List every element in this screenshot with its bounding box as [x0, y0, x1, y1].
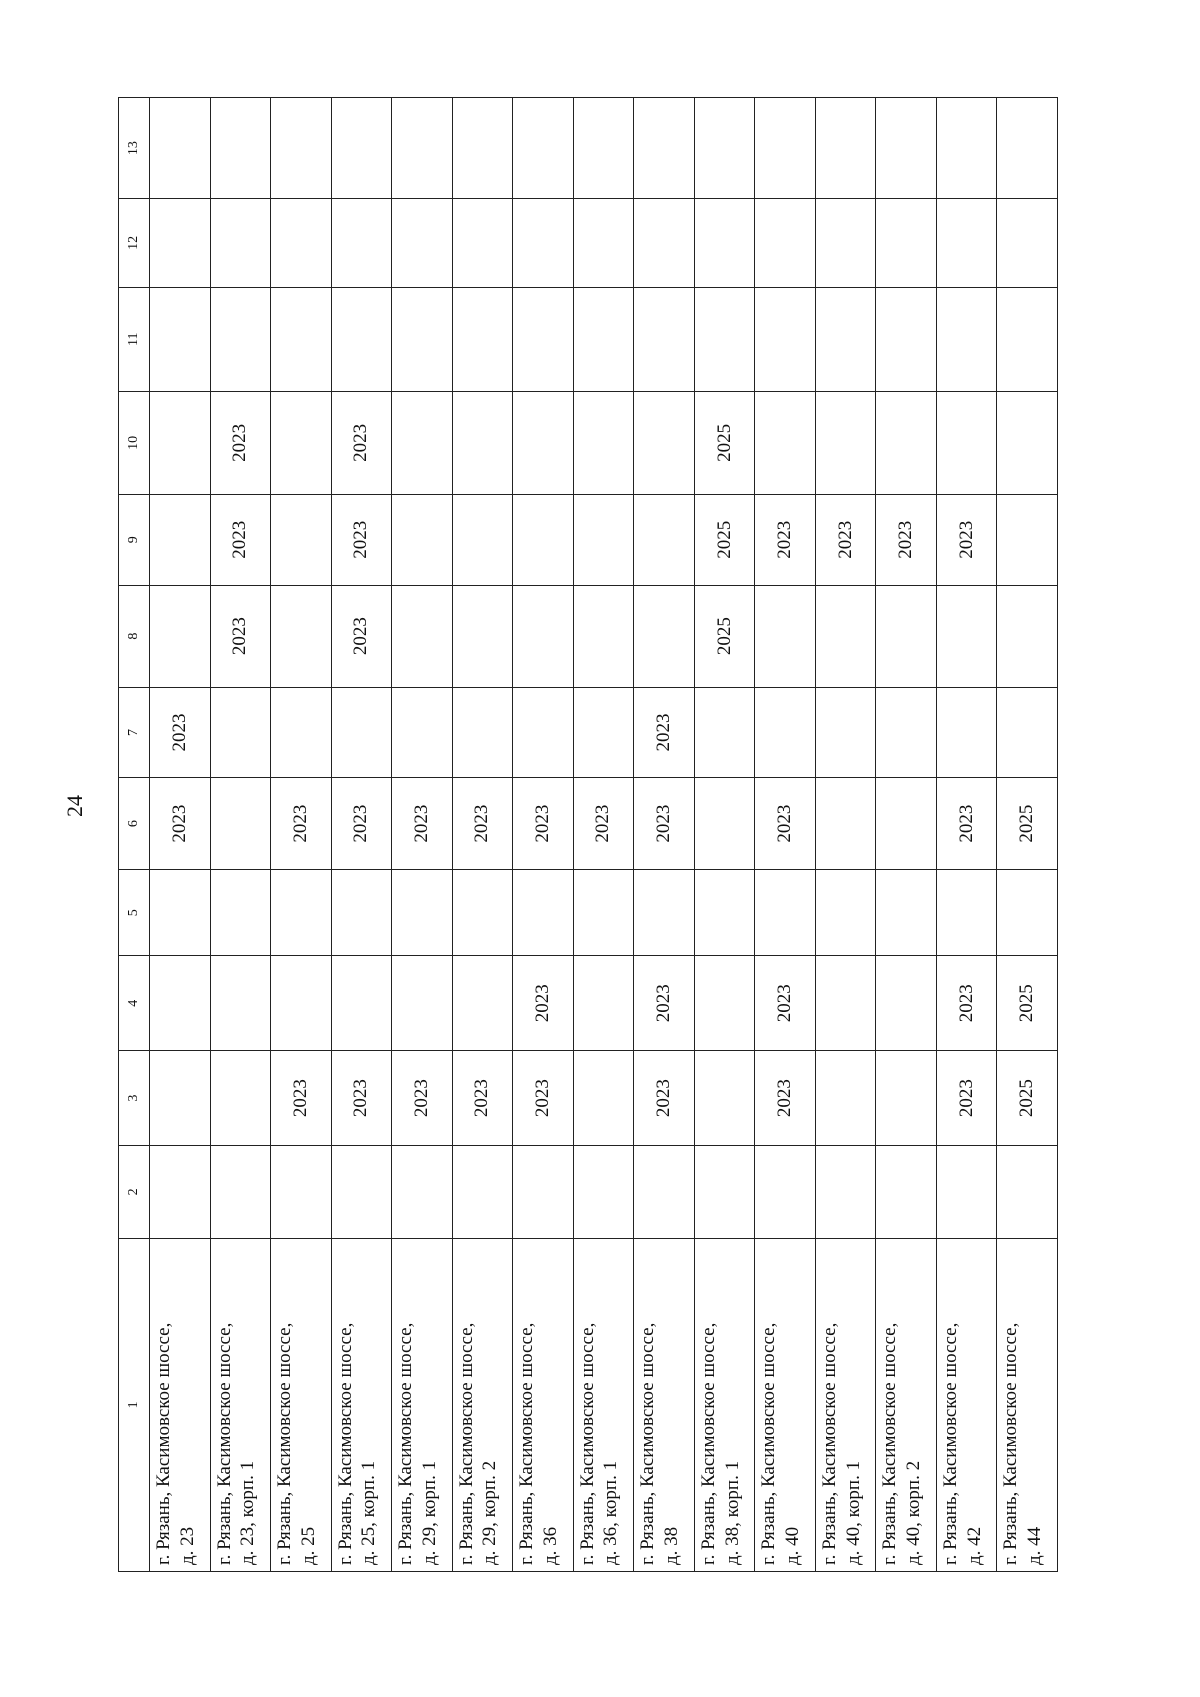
year-cell [573, 494, 634, 585]
year-cell [694, 287, 755, 391]
year-cell [210, 1145, 271, 1238]
year-cell [452, 687, 513, 778]
year-cell [634, 1145, 695, 1238]
year-cell: 2023 [392, 778, 453, 870]
year-cell [150, 391, 211, 494]
year-cell [271, 391, 332, 494]
table-row [997, 98, 1058, 1572]
year-cell [513, 1145, 574, 1238]
year-cell [210, 199, 271, 288]
address-line-1: г. Рязань, Касимовское шоссе, [879, 1322, 901, 1565]
year-cell: 2023 [513, 1051, 574, 1146]
table-row [755, 98, 816, 1572]
year-cell [936, 585, 997, 687]
year-cell [271, 98, 332, 199]
address-line-1: г. Рязань, Касимовское шоссе, [153, 1322, 174, 1565]
year-cell [331, 956, 392, 1051]
column-header-5: 5 [119, 869, 150, 955]
year-cell [331, 199, 392, 288]
year-cell [392, 687, 453, 778]
address-line-2: д. 36, корп. 1 [600, 1460, 622, 1565]
year-cell [876, 956, 937, 1051]
year-cell [513, 494, 574, 585]
year-cell: 2023 [815, 494, 876, 585]
year-cell: 2023 [392, 1051, 453, 1146]
year-cell [150, 98, 211, 199]
year-cell [573, 585, 634, 687]
year-cell [210, 956, 271, 1051]
year-cell [634, 585, 695, 687]
year-cell [634, 869, 695, 955]
address-line-2: д. 40, корп. 1 [842, 1460, 864, 1565]
year-cell: 2023 [634, 687, 695, 778]
year-cell [694, 687, 755, 778]
table-row [876, 98, 937, 1572]
address-cell [331, 1238, 392, 1571]
year-cell [573, 199, 634, 288]
year-cell [815, 1051, 876, 1146]
year-cell [150, 287, 211, 391]
year-cell [997, 391, 1058, 494]
year-cell: 2023 [876, 494, 937, 585]
year-cell [392, 287, 453, 391]
table-row [150, 98, 211, 1572]
year-cell [573, 391, 634, 494]
year-cell [210, 869, 271, 955]
year-cell [271, 869, 332, 955]
year-cell [150, 494, 211, 585]
year-cell: 2023 [331, 585, 392, 687]
year-cell [331, 287, 392, 391]
address-cell [392, 1238, 453, 1571]
year-cell [876, 585, 937, 687]
year-cell: 2023 [452, 778, 513, 870]
year-cell: 2023 [513, 778, 574, 870]
column-header-4: 4 [119, 956, 150, 1051]
year-cell [876, 98, 937, 199]
address-line-1: г. Рязань, Касимовское шоссе, [939, 1322, 961, 1565]
year-cell [392, 869, 453, 955]
page-number: 24 [62, 795, 87, 817]
table-row [271, 98, 332, 1572]
year-cell [573, 1145, 634, 1238]
year-cell [573, 956, 634, 1051]
year-cell [210, 98, 271, 199]
year-cell [452, 199, 513, 288]
year-cell [150, 585, 211, 687]
year-cell [271, 199, 332, 288]
year-cell: 2023 [331, 1051, 392, 1146]
year-cell [573, 1051, 634, 1146]
year-cell: 2025 [997, 1051, 1058, 1146]
year-cell [876, 199, 937, 288]
year-cell [573, 287, 634, 391]
year-cell: 2023 [755, 956, 816, 1051]
column-header-10: 10 [119, 391, 150, 494]
address-line-2: д. 40, корп. 2 [903, 1460, 925, 1565]
address-cell [936, 1238, 997, 1571]
year-cell [815, 778, 876, 870]
table-row [513, 98, 574, 1572]
address-cell [573, 1238, 634, 1571]
table-row [210, 98, 271, 1572]
schedule-table [118, 97, 1058, 1572]
year-cell [210, 287, 271, 391]
year-cell [755, 199, 816, 288]
address-line-1: г. Рязань, Касимовское шоссе, [576, 1322, 598, 1565]
address-cell [815, 1238, 876, 1571]
year-cell [452, 585, 513, 687]
year-cell [755, 98, 816, 199]
year-cell [876, 778, 937, 870]
address-line-2: д. 23 [176, 1526, 198, 1565]
year-cell: 2023 [150, 687, 211, 778]
year-cell: 2023 [634, 778, 695, 870]
table-body [150, 98, 1058, 1572]
year-cell [755, 869, 816, 955]
address-line-1: г. Рязань, Касимовское шоссе, [334, 1322, 356, 1565]
column-header-6: 6 [119, 778, 150, 870]
year-cell [936, 98, 997, 199]
year-cell [513, 98, 574, 199]
year-cell [876, 287, 937, 391]
year-cell: 2023 [210, 585, 271, 687]
year-cell [694, 778, 755, 870]
year-cell [210, 1051, 271, 1146]
address-cell [210, 1238, 271, 1571]
year-cell [573, 869, 634, 955]
year-cell: 2025 [997, 778, 1058, 870]
year-cell [331, 1145, 392, 1238]
year-cell [815, 98, 876, 199]
year-cell [815, 1145, 876, 1238]
year-cell [331, 869, 392, 955]
year-cell [997, 199, 1058, 288]
address-line-2: д. 44 [1024, 1526, 1046, 1565]
year-cell [997, 1145, 1058, 1238]
column-header-3: 3 [119, 1051, 150, 1146]
address-line-2: д. 29, корп. 2 [479, 1460, 501, 1565]
year-cell [936, 1145, 997, 1238]
address-cell [452, 1238, 513, 1571]
address-cell [150, 1238, 211, 1571]
address-line-1: г. Рязань, Касимовское шоссе, [274, 1322, 296, 1565]
year-cell [815, 956, 876, 1051]
year-cell [815, 391, 876, 494]
year-cell: 2025 [997, 956, 1058, 1051]
year-cell: 2023 [331, 391, 392, 494]
year-cell [452, 956, 513, 1051]
year-cell [573, 687, 634, 778]
year-cell: 2023 [210, 391, 271, 494]
address-line-2: д. 25 [297, 1526, 319, 1565]
year-cell [694, 1051, 755, 1146]
year-cell [271, 1145, 332, 1238]
address-cell [271, 1238, 332, 1571]
year-cell [392, 98, 453, 199]
year-cell [210, 778, 271, 870]
year-cell [876, 1051, 937, 1146]
year-cell [634, 494, 695, 585]
year-cell [210, 687, 271, 778]
year-cell: 2023 [755, 494, 816, 585]
year-cell [150, 1145, 211, 1238]
year-cell: 2023 [271, 1051, 332, 1146]
year-cell [513, 585, 574, 687]
address-line-2: д. 23, корп. 1 [237, 1460, 259, 1565]
table-row [936, 98, 997, 1572]
year-cell [936, 287, 997, 391]
year-cell [452, 869, 513, 955]
address-cell [876, 1238, 937, 1571]
year-cell [997, 494, 1058, 585]
year-cell [331, 98, 392, 199]
year-cell [694, 869, 755, 955]
address-cell [997, 1238, 1058, 1571]
year-cell: 2023 [452, 1051, 513, 1146]
address-line-1: г. Рязань, Касимовское шоссе, [213, 1322, 235, 1565]
year-cell [271, 494, 332, 585]
address-line-1: г. Рязань, Касимовское шоссе, [637, 1322, 659, 1565]
address-line-2: д. 38, корп. 1 [721, 1460, 743, 1565]
table-row [634, 98, 695, 1572]
year-cell [694, 1145, 755, 1238]
year-cell [634, 287, 695, 391]
year-cell: 2023 [936, 1051, 997, 1146]
address-line-1: г. Рязань, Касимовское шоссе, [697, 1322, 719, 1565]
year-cell [755, 585, 816, 687]
year-cell [634, 391, 695, 494]
year-cell [392, 494, 453, 585]
year-cell [936, 199, 997, 288]
year-cell [997, 687, 1058, 778]
year-cell [331, 687, 392, 778]
year-cell: 2023 [513, 956, 574, 1051]
year-cell [634, 199, 695, 288]
year-cell [513, 687, 574, 778]
year-cell [452, 98, 513, 199]
table-row [392, 98, 453, 1572]
address-line-1: г. Рязань, Касимовское шоссе, [1000, 1322, 1022, 1565]
year-cell [271, 956, 332, 1051]
address-line-1: г. Рязань, Касимовское шоссе, [758, 1322, 780, 1565]
year-cell: 2025 [694, 494, 755, 585]
year-cell [271, 585, 332, 687]
year-cell [876, 687, 937, 778]
year-cell [876, 1145, 937, 1238]
year-cell: 2025 [694, 391, 755, 494]
address-line-2: д. 36 [539, 1526, 561, 1565]
year-cell [150, 869, 211, 955]
column-header-2: 2 [119, 1145, 150, 1238]
table-container [118, 97, 1058, 1572]
table-row [815, 98, 876, 1572]
year-cell: 2023 [634, 1051, 695, 1146]
year-cell [392, 391, 453, 494]
year-cell [997, 869, 1058, 955]
column-header-11: 11 [119, 287, 150, 391]
address-line-2: д. 42 [963, 1526, 985, 1565]
column-header-13: 13 [119, 98, 150, 199]
year-cell [513, 287, 574, 391]
address-cell [634, 1238, 695, 1571]
year-cell: 2023 [331, 778, 392, 870]
year-cell [755, 1145, 816, 1238]
year-cell [997, 585, 1058, 687]
table-row [452, 98, 513, 1572]
header-row [119, 98, 150, 1572]
address-line-2: д. 25, корп. 1 [358, 1460, 380, 1565]
year-cell [936, 391, 997, 494]
year-cell [573, 98, 634, 199]
year-cell [150, 199, 211, 288]
year-cell [997, 98, 1058, 199]
address-line-2: д. 29, корп. 1 [418, 1460, 440, 1565]
year-cell [694, 199, 755, 288]
year-cell [815, 287, 876, 391]
year-cell: 2023 [331, 494, 392, 585]
year-cell [452, 1145, 513, 1238]
year-cell [815, 869, 876, 955]
year-cell: 2023 [936, 494, 997, 585]
address-cell [694, 1238, 755, 1571]
table-row [573, 98, 634, 1572]
year-cell [876, 869, 937, 955]
year-cell [936, 869, 997, 955]
year-cell [815, 687, 876, 778]
year-cell [876, 391, 937, 494]
table-row [331, 98, 392, 1572]
year-cell [452, 287, 513, 391]
year-cell: 2023 [634, 956, 695, 1051]
year-cell [392, 956, 453, 1051]
address-line-1: г. Рязань, Касимовское шоссе, [818, 1322, 840, 1565]
year-cell [815, 585, 876, 687]
year-cell [150, 1051, 211, 1146]
address-line-2: д. 38 [661, 1526, 682, 1565]
year-cell: 2023 [271, 778, 332, 870]
year-cell [694, 956, 755, 1051]
year-cell [150, 956, 211, 1051]
year-cell [392, 1145, 453, 1238]
year-cell [936, 687, 997, 778]
address-line-1: г. Рязань, Касимовское шоссе, [516, 1322, 538, 1565]
year-cell: 2023 [573, 778, 634, 870]
year-cell [755, 287, 816, 391]
year-cell [513, 199, 574, 288]
year-cell: 2023 [150, 778, 211, 870]
year-cell [452, 391, 513, 494]
year-cell: 2023 [755, 778, 816, 870]
column-header-9: 9 [119, 494, 150, 585]
year-cell: 2023 [936, 778, 997, 870]
address-line-2: д. 40 [782, 1526, 804, 1565]
year-cell: 2025 [694, 585, 755, 687]
address-cell [755, 1238, 816, 1571]
column-header-12: 12 [119, 199, 150, 288]
year-cell [755, 687, 816, 778]
year-cell: 2023 [936, 956, 997, 1051]
year-cell [271, 687, 332, 778]
year-cell [997, 287, 1058, 391]
table-row [694, 98, 755, 1572]
year-cell: 2023 [210, 494, 271, 585]
year-cell [392, 199, 453, 288]
year-cell [513, 869, 574, 955]
address-line-1: г. Рязань, Касимовское шоссе, [455, 1322, 477, 1565]
year-cell [694, 98, 755, 199]
address-line-1: г. Рязань, Касимовское шоссе, [395, 1322, 417, 1565]
column-header-7: 7 [119, 687, 150, 778]
year-cell [513, 391, 574, 494]
address-cell [513, 1238, 574, 1571]
year-cell [392, 585, 453, 687]
column-header-8: 8 [119, 585, 150, 687]
year-cell [634, 98, 695, 199]
year-cell [452, 494, 513, 585]
year-cell [815, 199, 876, 288]
year-cell [271, 287, 332, 391]
year-cell [755, 391, 816, 494]
year-cell: 2023 [755, 1051, 816, 1146]
column-header-1: 1 [119, 1238, 150, 1571]
